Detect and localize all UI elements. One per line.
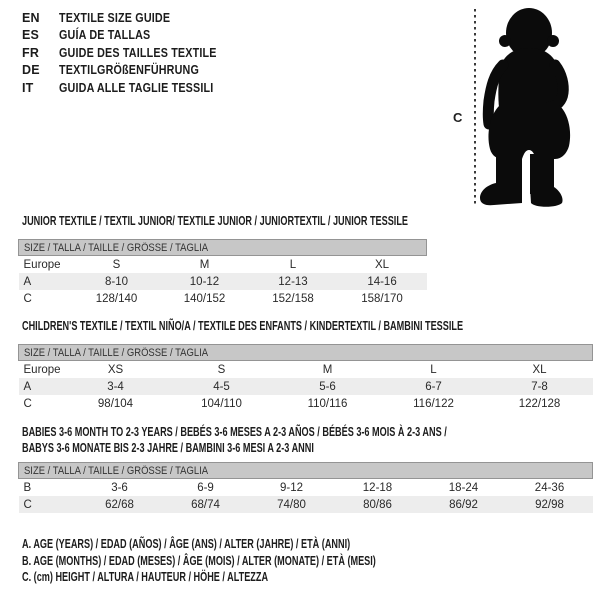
table-cell: M (199, 258, 210, 271)
table-row (19, 496, 593, 513)
table-row (19, 256, 427, 274)
language-list (22, 9, 242, 97)
table-cell: 8-10 (73, 273, 161, 290)
table-cell: 7-8 (487, 378, 593, 395)
legend-line-c: C. (cm) HEIGHT / ALTURA / HAUTEUR / HÖHE / ALTEZZA (22, 570, 269, 584)
table-cell: XS (107, 363, 124, 376)
junior-table-title: JUNIOR TEXTILE / TEXTIL JUNIOR/ TEXTILE JUNIOR / JUNIORTEXTIL / JUNIOR TESSILE (22, 214, 409, 228)
table-row (19, 395, 593, 412)
size-header-bar: SIZE / TALLA / TAILLE / GRÖSSE / TAGLIA (19, 463, 593, 479)
table-cell: 92/98 (507, 496, 593, 513)
row-label: C (19, 496, 77, 513)
table-row (19, 361, 593, 379)
table-cell: 4-5 (169, 378, 275, 395)
lang-code: FR (22, 45, 40, 60)
table-cell: 110/116 (307, 397, 348, 410)
table-row (19, 378, 593, 395)
table-cell: 6-9 (197, 481, 214, 494)
children-table-title: CHILDREN'S TEXTILE / TEXTIL NIÑO/A / TEXTILE DES ENFANTS / KINDERTEXTIL / BAMBINI TESSILE (22, 319, 464, 333)
table-cell: 122/128 (518, 397, 561, 410)
table-row (19, 479, 593, 497)
row-label: A (19, 273, 73, 290)
table-cell: 80/86 (335, 496, 421, 513)
table-cell: 24-36 (534, 481, 565, 494)
lang-row-es (22, 27, 242, 45)
table-cell: 86/92 (421, 496, 507, 513)
lang-label: GUIDE DES TAILLES TEXTILE (59, 45, 217, 60)
legend-line-b: B. AGE (MONTHS) / EDAD (MESES) / ÂGE (MOIS) / ALTER (MONATE) / ETÀ (MESI) (22, 553, 376, 568)
size-header-bar: SIZE / TALLA / TAILLE / GRÖSSE / TAGLIA (19, 345, 593, 361)
table-row (19, 273, 427, 290)
table-cell: L (289, 258, 297, 271)
row-label: Europe (23, 258, 61, 271)
table-cell: 18-24 (448, 481, 479, 494)
table-cell: 98/104 (97, 397, 134, 410)
lang-row-fr (22, 44, 242, 62)
lang-label: GUÍA DE TALLAS (59, 28, 151, 43)
table-cell: XL (532, 363, 547, 376)
lang-code: ES (22, 28, 40, 43)
table-cell: M (322, 363, 333, 376)
lang-row-en (22, 9, 242, 27)
legend-line-a: A. AGE (YEARS) / EDAD (AÑOS) / ÂGE (ANS) / ALTER (JAHRE) / ETÀ (ANNI) (22, 537, 351, 551)
babies-table-title: BABIES 3-6 MONTH TO 2-3 YEARS / BEBÉS 3-6 MESES A 2-3 AÑOS / BÉBÉS 3-6 MOIS À 2-3 ANS / BABYS 3-6 MONATE BIS 2-3 JAHRE / BAMBINI 3-6 MESI A 2-3 ANNI (22, 425, 447, 455)
size-header-bar: SIZE / TALLA / TAILLE / GRÖSSE / TAGLIA (19, 240, 427, 256)
measure-legend (22, 536, 507, 586)
table-cell: 3-4 (63, 378, 169, 395)
lang-row-it (22, 79, 242, 97)
junior-size-table (18, 239, 427, 307)
lang-label: GUIDA ALLE TAGLIE TESSILI (59, 80, 214, 95)
table-cell: 5-6 (275, 378, 381, 395)
table-cell: S (112, 258, 121, 271)
lang-code: EN (22, 10, 40, 25)
table-cell: 6-7 (381, 378, 487, 395)
row-label: B (23, 481, 32, 494)
table-cell: 68/74 (163, 496, 249, 513)
table-cell: 140/152 (183, 292, 226, 305)
row-label: A (19, 378, 63, 395)
table-cell: L (430, 363, 437, 376)
table-cell: 104/110 (201, 397, 242, 410)
table-cell: 14-16 (338, 273, 427, 290)
babies-size-table (18, 462, 593, 513)
lang-label: TEXTILGRÖßENFÜHRUNG (59, 63, 200, 78)
table-row (19, 290, 427, 307)
table-cell: 128/140 (95, 292, 138, 305)
table-cell: 152/158 (272, 292, 314, 305)
row-label: Europe (23, 363, 61, 376)
lang-row-de (22, 62, 242, 80)
lang-label: TEXTILE SIZE GUIDE (59, 10, 171, 25)
toddler-figure (450, 2, 600, 212)
table-cell: XL (374, 258, 390, 271)
lang-code: DE (22, 63, 40, 78)
table-cell: 12-18 (362, 481, 393, 494)
table-cell: 158/170 (361, 292, 403, 305)
table-cell: 74/80 (249, 496, 335, 513)
table-cell: 10-12 (161, 273, 249, 290)
measure-label-c: C (453, 110, 463, 125)
toddler-silhouette (480, 8, 570, 207)
table-cell: 3-6 (111, 481, 128, 494)
table-cell: S (217, 363, 226, 376)
lang-code: IT (22, 80, 34, 95)
table-cell: 62/68 (77, 496, 163, 513)
children-size-table (18, 344, 593, 412)
row-label: C (23, 292, 32, 305)
table-cell: 12-13 (249, 273, 338, 290)
table-cell: 9-12 (279, 481, 304, 494)
table-cell: 116/122 (413, 397, 454, 410)
row-label: C (23, 397, 32, 410)
